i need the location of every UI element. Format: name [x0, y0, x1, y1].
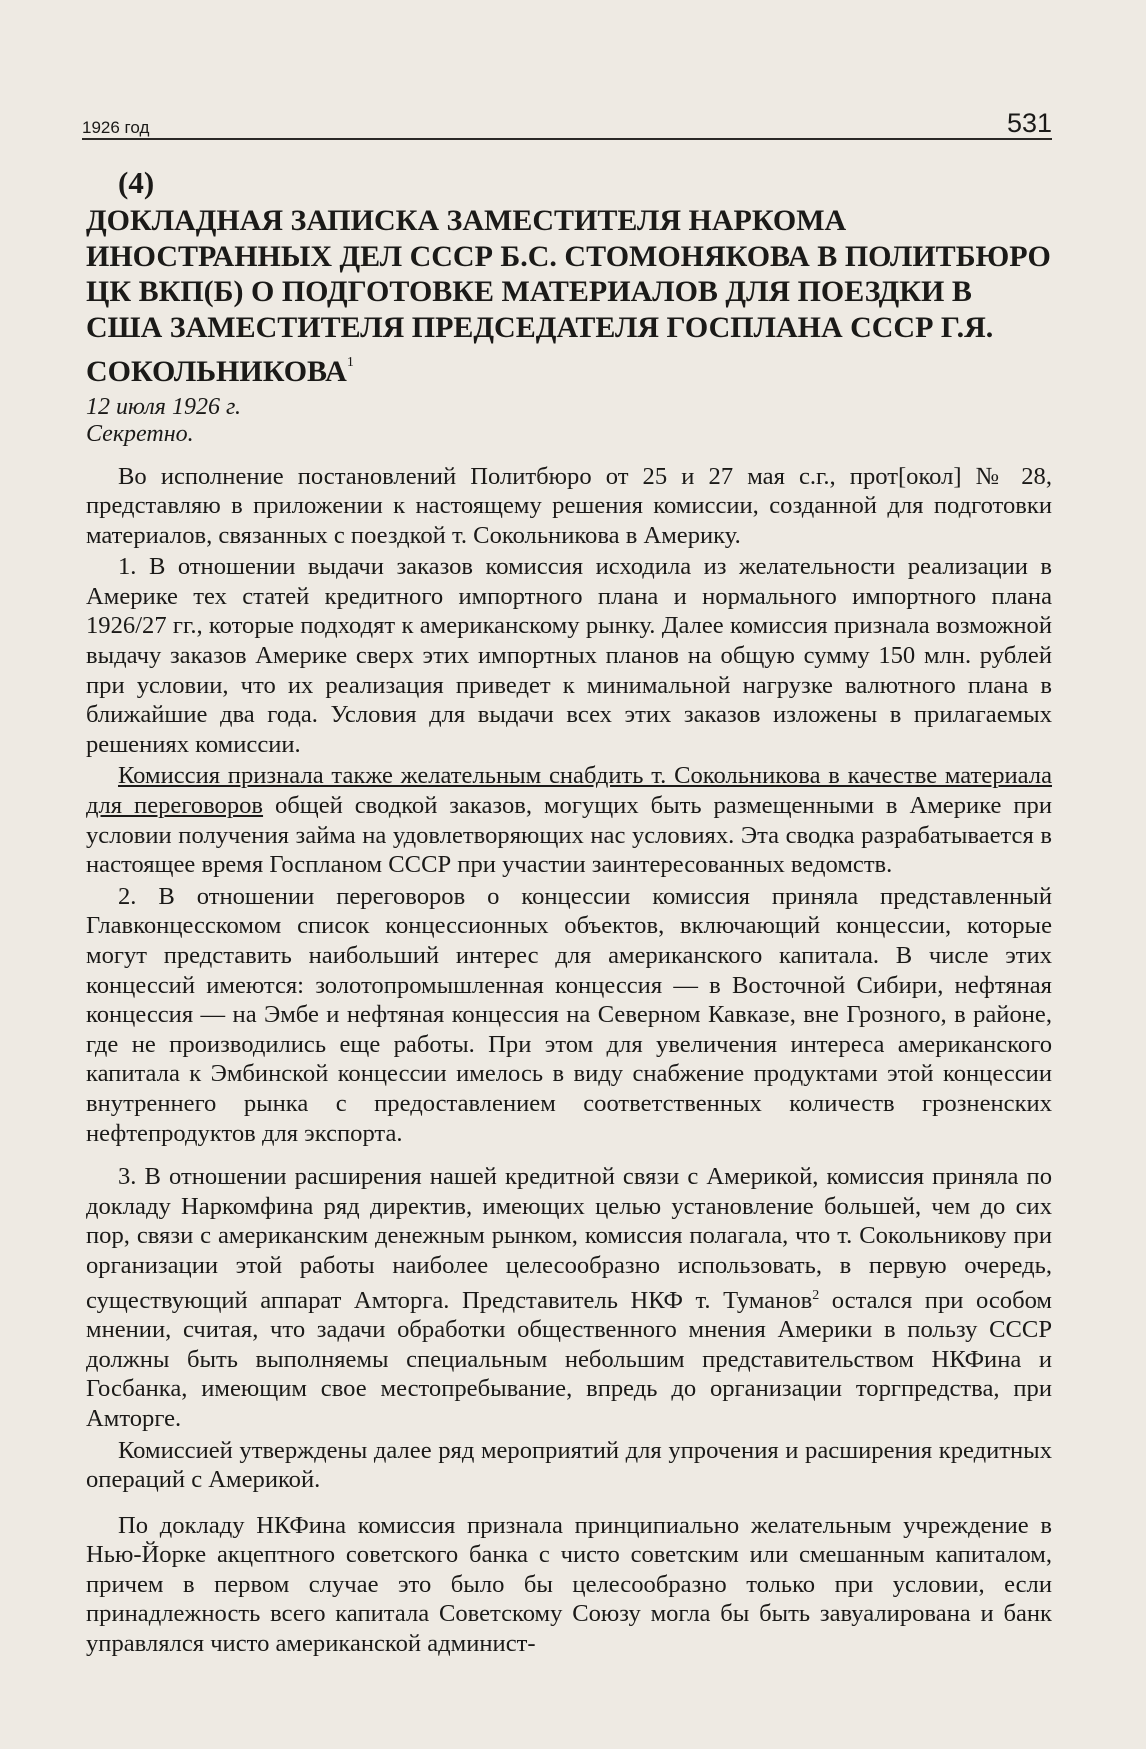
paragraph-1: Во исполнение постановлений Политбюро от 25 и 27 мая с.г., прот[окол] № 28, представляю в приложении к настоящему решения комиссии, созданной для подготовки материалов, связанных с поездкой т. Сокольникова в Америку.: [86, 462, 1052, 549]
document-title-text: ДОКЛАДНАЯ ЗАПИСКА ЗАМЕСТИТЕЛЯ НАРКОМА ИНОСТРАННЫХ ДЕЛ СССР Б.С. СТОМОНЯКОВА В ПОЛИТБЮРО ЦК ВКП(Б) О ПОДГОТОВКЕ МАТЕРИАЛОВ ДЛЯ ПОЕЗДКИ В США ЗАМЕСТИТЕЛЯ ПРЕДСЕДАТЕЛЯ ГОСПЛАНА СССР Г.Я. СОКОЛЬНИКОВА: [86, 204, 1051, 388]
page-number: 531: [1006, 108, 1052, 138]
paragraph-3-rest: общей сводкой заказов, могущих быть размещенными в Америке при условии получения займа на удовлетворяющих нас условиях. Эта сводка разрабатывается в настоящее время Госпланом СССР при участии заинтересованных ведомств.: [86, 792, 1052, 879]
underlined-phrase: Комиссия признала также желательным снабдить т. Сокольникова в качестве материала для переговоров: [86, 762, 1052, 820]
paragraph-5: [86, 1162, 1052, 1433]
paragraph-7: По докладу НКФина комиссия признала принципиально желательным учреждение в Нью-Йорке акцептного советского банка с чисто советским или смешанным капиталом, причем в первом случае это было бы целесообразно только при условии, если принадлежность всего капитала Советскому Союзу могла бы быть завуалирована и банк управлялся чисто американской админист-: [86, 1511, 1052, 1658]
document-title: [86, 203, 1052, 390]
document-date: 12 июля 1926 г.: [86, 393, 241, 420]
paragraph-2: 1. В отношении выдачи заказов комиссия исходила из желательности реализации в Америке тех статей кредитного импортного плана и нормального импортного плана 1926/27 гг., которые подходят к американскому рынку. Далее комиссия признала возможной выдачу заказов Америке сверх этих импортных планов на общую сумму 150 млн. рублей при условии, что их реализация приведет к минимальной нагрузке валютного плана в ближайшие два года. Условия для выдачи всех этих заказов изложены в прилагаемых решениях комиссии.: [86, 553, 1052, 758]
body-text: [86, 462, 1052, 1659]
paragraph-6: Комиссией утверждены далее ряд мероприятий для упрочения и расширения кредитных операций с Америкой.: [86, 1436, 1052, 1494]
classification-mark: Секретно.: [86, 420, 194, 447]
document-body: [86, 166, 1052, 1659]
paragraph-5-end: остался при особом мнении, считая, что задачи обработки общественного мнения Америки в пользу СССР должны быть выполняемы специальным небольшим представительством НКФина и Госбанка, имеющим свое местопребывание, впредь до организации торгпредства, при Амторге.: [86, 1286, 1052, 1432]
header-year: 1926 год: [82, 118, 150, 137]
footnote-marker-2: 2: [812, 1287, 820, 1303]
title-footnote-marker: 1: [346, 355, 354, 370]
paragraph-4: 2. В отношении переговоров о концессии комиссия приняла представленный Главконцесскомом список концессионных объектов, включающий концессии, которые могут представить наибольший интерес для американского капитала. В числе этих концессий имеются: золотопромышленная концессия — в Восточной Сибири, нефтяная концессия — на Эмбе и нефтяная концессия на Северном Кавказе, вне Грозного, в районе, где не производились еще работы. При этом для увеличения интереса американского капитала к Эмбинской концессии имелось в виду снабжение продуктами этой концессии внутреннего рынка с предоставлением соответственных количеств грозненских нефтепродуктов для экспорта.: [86, 882, 1052, 1147]
running-header: [82, 108, 1052, 140]
paragraph-5-start: 3. В отношении расширения нашей кредитной связи с Америкой, комиссия приняла по докладу Наркомфина ряд директив, имеющих целью установление большей, чем до сих пор, связи с американским денежным рынком, комиссия полагала, что т. Сокольникову при организации этой работы наиболее целесообразно использовать, в первую очередь, существующий аппарат Амторга. Представитель НКФ т. Туманов: [86, 1163, 1052, 1314]
document-number: (4): [118, 165, 155, 200]
paragraph-3: [86, 761, 1052, 879]
